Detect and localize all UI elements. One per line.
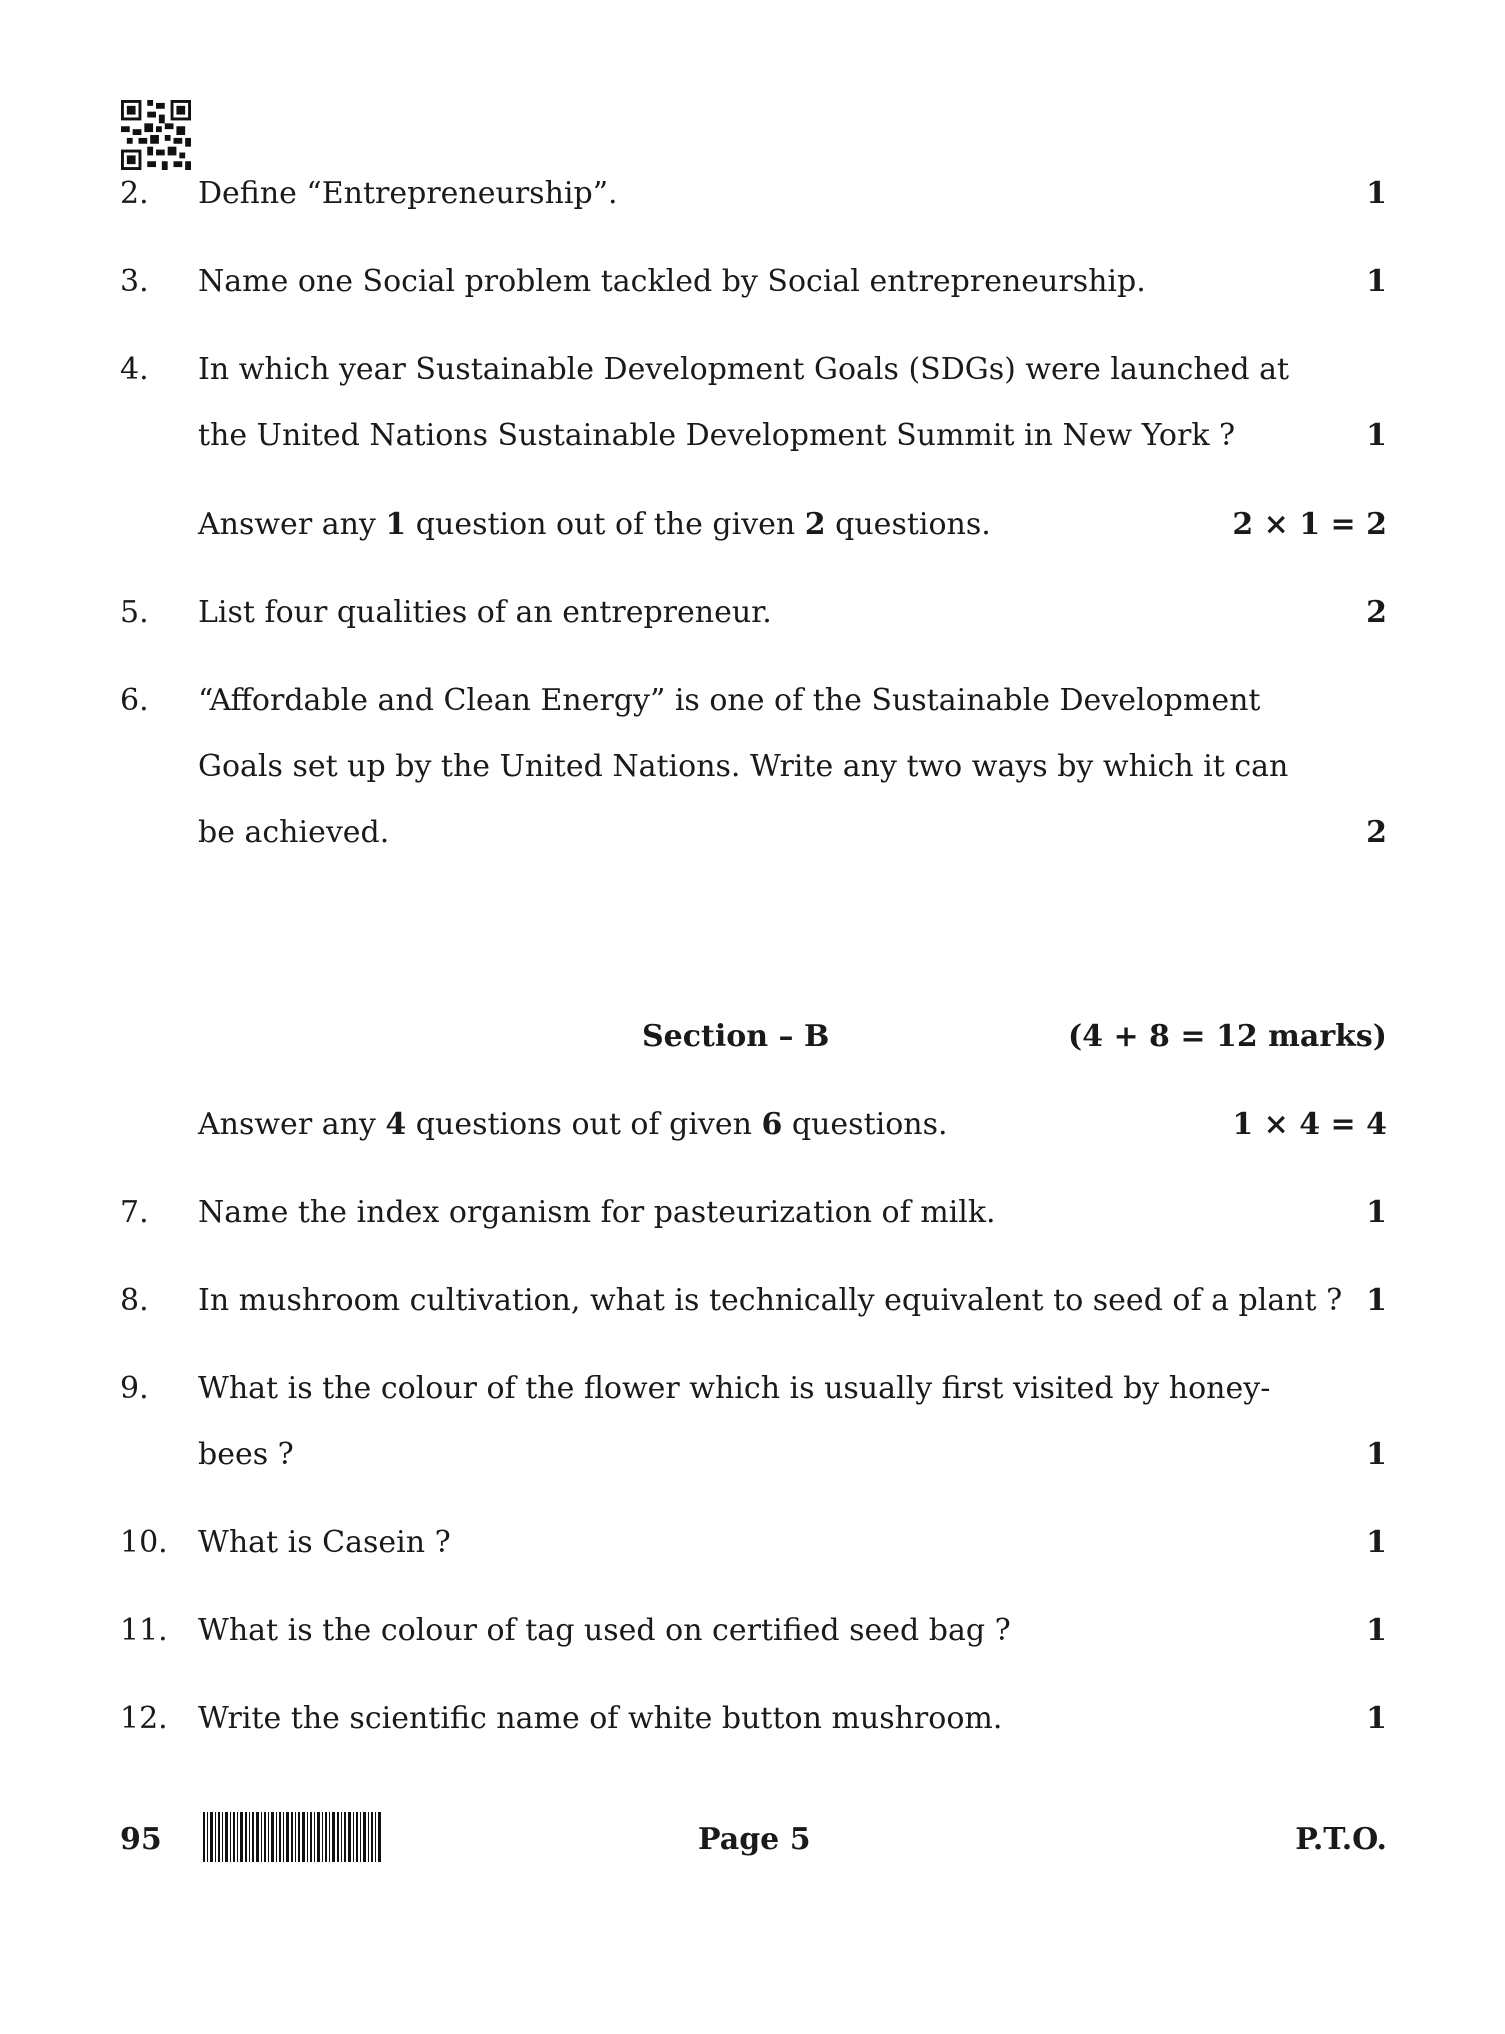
- question-text-line-3: be achieved.: [198, 815, 390, 850]
- instruction-text: Answer any 4 questions out of given 6 questions.: [198, 1107, 948, 1142]
- question-text-line-2: Goals set up by the United Nations. Write any two ways by which it can: [198, 749, 1289, 784]
- question-marks: 1: [1366, 1283, 1387, 1318]
- question-text-line-1: In which year Sustainable Development Goals (SDGs) were launched at: [198, 352, 1290, 387]
- question-text: Define “Entrepreneurship”.: [198, 176, 618, 211]
- question-text: List four qualities of an entrepreneur.: [198, 595, 772, 630]
- instruction-marks: 2 × 1 = 2: [1232, 507, 1387, 542]
- question-text: What is the colour of tag used on certified seed bag ?: [198, 1613, 1011, 1648]
- question-marks: 1: [1366, 176, 1387, 211]
- question-marks: 2: [1366, 595, 1387, 630]
- question-number: 4.: [120, 352, 149, 387]
- question-text: In mushroom cultivation, what is technically equivalent to seed of a plant ?: [198, 1283, 1343, 1318]
- question-text-line-2: the United Nations Sustainable Development Summit in New York ?: [198, 418, 1236, 453]
- question-text: Name the index organism for pasteurization of milk.: [198, 1195, 996, 1230]
- instruction-text: Answer any 1 question out of the given 2 questions.: [198, 507, 991, 542]
- pto-label: P.T.O.: [1295, 1822, 1387, 1857]
- page-number: Page 5: [698, 1822, 811, 1857]
- question-number: 3.: [120, 264, 149, 299]
- section-marks: (4 + 8 = 12 marks): [1067, 1019, 1387, 1054]
- question-marks: 1: [1366, 1701, 1387, 1736]
- question-marks: 2: [1366, 815, 1387, 850]
- question-number: 6.: [120, 683, 149, 718]
- qr-code-icon: [120, 100, 192, 170]
- question-text: What is Casein ?: [198, 1525, 451, 1560]
- question-marks: 1: [1366, 1613, 1387, 1648]
- question-number: 11.: [120, 1613, 168, 1648]
- question-text: Name one Social problem tackled by Social entrepreneurship.: [198, 264, 1146, 299]
- question-marks: 1: [1366, 1437, 1387, 1472]
- question-text-line-1: “Affordable and Clean Energy” is one of the Sustainable Development: [198, 683, 1261, 718]
- question-number: 8.: [120, 1283, 149, 1318]
- question-text: Write the scientific name of white button mushroom.: [198, 1701, 1003, 1736]
- paper-code: 95: [120, 1822, 162, 1857]
- barcode-icon: [203, 1812, 383, 1862]
- question-marks: 1: [1366, 1525, 1387, 1560]
- question-number: 12.: [120, 1701, 168, 1736]
- question-number: 2.: [120, 176, 149, 211]
- section-title: Section – B: [642, 1019, 830, 1054]
- question-number: 10.: [120, 1525, 168, 1560]
- question-marks: 1: [1366, 418, 1387, 453]
- question-marks: 1: [1366, 264, 1387, 299]
- instruction-marks: 1 × 4 = 4: [1232, 1107, 1387, 1142]
- question-number: 5.: [120, 595, 149, 630]
- question-text-line-2: bees ?: [198, 1437, 294, 1472]
- question-number: 9.: [120, 1371, 149, 1406]
- question-marks: 1: [1366, 1195, 1387, 1230]
- question-text-line-1: What is the colour of the flower which is usually first visited by honey-: [198, 1371, 1271, 1406]
- question-number: 7.: [120, 1195, 149, 1230]
